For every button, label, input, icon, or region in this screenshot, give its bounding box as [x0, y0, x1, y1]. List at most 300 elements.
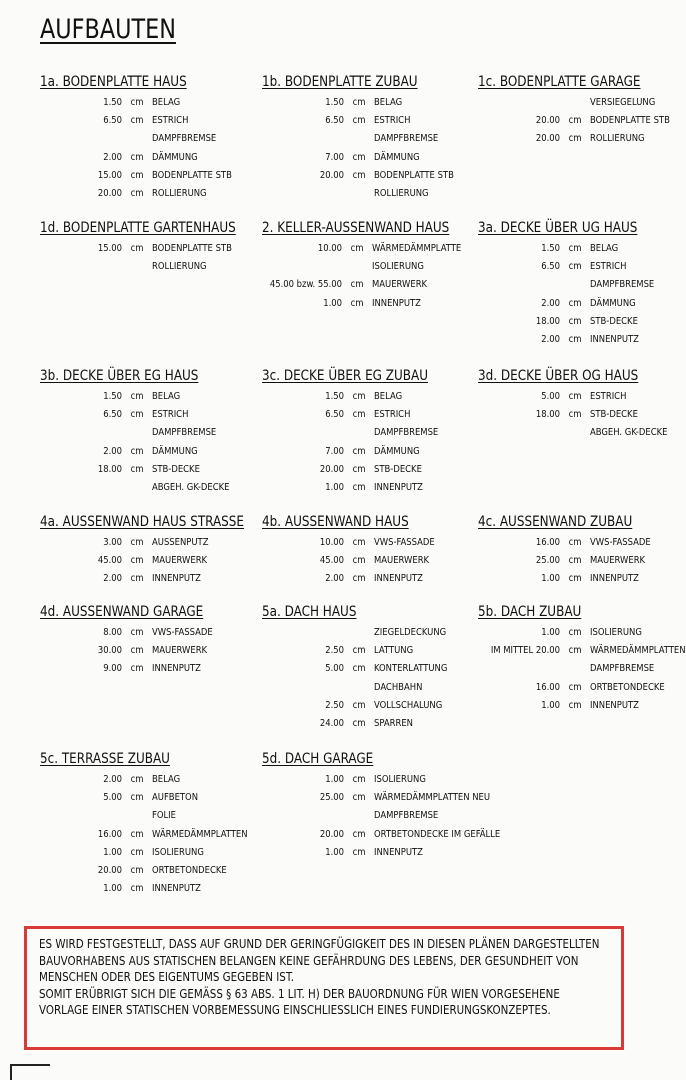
layer-thickness: 45.00	[97, 555, 122, 567]
layer-unit: cm	[352, 645, 366, 657]
layer-row	[262, 715, 447, 733]
layer-unit: cm	[352, 151, 366, 163]
layer-unit	[344, 679, 374, 697]
layer-thickness	[262, 185, 344, 203]
layer-material: MAUERWERK	[152, 555, 208, 567]
layer-material: STB-DECKE	[590, 315, 638, 327]
layer-material: WÄRMEDÄMMPLATTEN	[590, 645, 686, 657]
layer-thickness: 5.00	[325, 663, 344, 675]
layer-thickness: 2.00	[541, 334, 560, 346]
layer-row	[40, 240, 253, 258]
layer-row	[262, 534, 435, 552]
page-title: AUFBAUTEN	[40, 14, 176, 45]
layer-unit	[122, 424, 152, 442]
layer-row	[262, 130, 454, 148]
layer-unit: cm	[130, 188, 144, 200]
layer-thickness	[262, 624, 344, 642]
layer-unit: cm	[130, 391, 144, 402]
section-1d	[40, 220, 253, 276]
layer-row	[262, 679, 447, 697]
layer-list	[262, 388, 442, 497]
layer-material: ORTBETONDECKE	[590, 681, 665, 693]
section-2	[262, 220, 466, 313]
layer-list	[478, 534, 651, 589]
layer-unit	[122, 130, 152, 148]
layer-material: VWS-FASSADE	[152, 627, 213, 638]
layer-unit: cm	[130, 537, 144, 548]
layer-unit: cm	[130, 846, 144, 858]
layer-unit: cm	[130, 445, 144, 457]
notice-line: SOMIT ERÜBRIGT SICH DIE GEMÄSS § 63 ABS. 1 LIT. H) DER BAUORDNUNG FÜR WIEN VORGESEHENE	[39, 986, 560, 1001]
layer-row	[262, 167, 454, 185]
layer-row	[40, 862, 248, 880]
layer-row	[262, 807, 500, 825]
layer-row	[40, 534, 262, 552]
layer-unit: cm	[568, 261, 582, 273]
layer-row	[478, 130, 670, 148]
layer-thickness: 7.00	[325, 445, 344, 457]
layer-row	[262, 112, 454, 130]
layer-thickness: 20.00	[97, 188, 122, 200]
layer-thickness: 20.00	[319, 169, 344, 181]
layer-thickness: 18.00	[535, 409, 560, 421]
layer-unit: cm	[568, 537, 582, 548]
section-3a	[478, 220, 654, 349]
layer-material: ROLLIERUNG	[590, 133, 645, 145]
layer-material: INNENPUTZ	[590, 573, 639, 585]
layer-material: DAMPFBREMSE	[152, 427, 217, 439]
layer-material: WÄRMEDÄMMPLATTEN	[152, 828, 248, 840]
layer-row	[262, 240, 466, 258]
layer-row	[40, 807, 248, 825]
layer-unit: cm	[352, 537, 366, 548]
layer-thickness: 1.00	[541, 699, 560, 711]
layer-unit: cm	[568, 133, 582, 145]
layer-row	[262, 660, 447, 678]
layer-row	[478, 552, 651, 570]
layer-row	[40, 167, 232, 185]
layer-material: MAUERWERK	[152, 645, 208, 657]
layer-material: VOLLSCHALUNG	[374, 699, 443, 711]
layer-row	[262, 826, 500, 844]
layer-unit: cm	[350, 297, 364, 309]
layer-unit: cm	[352, 482, 366, 494]
layer-material: BELAG	[590, 243, 619, 254]
layer-unit: cm	[130, 97, 144, 108]
layer-row	[478, 388, 668, 406]
layer-material: DÄMMUNG	[152, 151, 198, 163]
layer-thickness: 5.00	[103, 792, 122, 804]
layer-row	[262, 844, 500, 862]
layer-unit	[560, 94, 590, 112]
section-title: 4c. AUSSENWAND ZUBAU	[478, 514, 633, 530]
layer-thickness: 1.00	[325, 846, 344, 858]
layer-unit: cm	[352, 445, 366, 457]
layer-unit: cm	[568, 315, 582, 327]
layer-row	[262, 424, 442, 442]
layer-row	[478, 276, 654, 294]
section-4d	[40, 604, 217, 679]
layer-thickness: 1.00	[103, 883, 122, 895]
layer-row	[478, 642, 686, 660]
section-3c	[262, 368, 442, 497]
layer-thickness: 15.00	[97, 169, 122, 181]
layer-thickness: 2.50	[325, 699, 344, 711]
section-title: 5a. DACH HAUS	[262, 604, 357, 620]
layer-material: ESTRICH	[590, 261, 627, 273]
layer-unit: cm	[352, 463, 366, 475]
layer-thickness: 1.00	[541, 573, 560, 585]
layer-material: ABGEH. GK-DECKE	[152, 482, 230, 494]
layer-row	[478, 258, 654, 276]
layer-unit: cm	[350, 243, 364, 254]
layer-material: ORTBETONDECKE IM GEFÄLLE	[374, 828, 501, 840]
section-title: 1b. BODENPLATTE ZUBAU	[262, 74, 418, 90]
layer-material: ESTRICH	[374, 409, 411, 421]
layer-row	[262, 552, 435, 570]
layer-unit: cm	[568, 334, 582, 346]
layer-row	[40, 570, 262, 588]
layer-unit: cm	[568, 555, 582, 567]
layer-row	[262, 258, 466, 276]
layer-thickness: 16.00	[535, 537, 560, 548]
layer-unit: cm	[352, 169, 366, 181]
layer-thickness: 2.00	[541, 297, 560, 309]
layer-unit: cm	[352, 97, 366, 108]
layer-unit: cm	[130, 243, 144, 254]
layer-material: ISOLIERUNG	[374, 774, 426, 785]
layer-thickness: IM MITTEL 20.00	[490, 645, 560, 657]
layer-thickness: 1.00	[325, 774, 344, 785]
layer-unit: cm	[130, 828, 144, 840]
layer-thickness: 2.00	[103, 774, 122, 785]
layer-material: ESTRICH	[590, 391, 627, 402]
layer-thickness: 5.00	[541, 391, 560, 402]
layer-material: INNENPUTZ	[374, 482, 423, 494]
layer-unit: cm	[130, 645, 144, 657]
layer-material: MAUERWERK	[372, 279, 428, 291]
layer-row	[262, 388, 442, 406]
corner-crop-mark	[10, 1064, 50, 1080]
layer-material: VWS-FASSADE	[374, 537, 435, 548]
section-title: 1d. BODENPLATTE GARTENHAUS	[40, 220, 236, 236]
layer-list	[478, 94, 670, 149]
layer-thickness: 20.00	[535, 115, 560, 127]
section-title: 2. KELLER-AUSSENWAND HAUS	[262, 220, 450, 236]
layer-unit	[122, 258, 152, 276]
layer-thickness: 6.50	[103, 115, 122, 127]
layer-material: INNENPUTZ	[374, 846, 423, 858]
layer-thickness: 18.00	[535, 315, 560, 327]
layer-thickness	[40, 424, 122, 442]
layer-material: BELAG	[152, 391, 181, 402]
layer-thickness: 7.00	[325, 151, 344, 163]
layer-unit: cm	[352, 699, 366, 711]
layer-list	[40, 388, 230, 497]
layer-material: INNENPUTZ	[152, 883, 201, 895]
layer-thickness: 1.50	[103, 97, 122, 108]
layer-material: INNENPUTZ	[152, 663, 201, 675]
section-title: 3a. DECKE ÜBER UG HAUS	[478, 220, 638, 236]
layer-unit: cm	[352, 115, 366, 127]
layer-thickness	[254, 258, 342, 276]
layer-row	[40, 461, 230, 479]
layer-material: ESTRICH	[152, 409, 189, 421]
layer-material: ORTBETONDECKE	[152, 865, 227, 877]
layer-unit: cm	[568, 297, 582, 309]
layer-thickness: 1.00	[541, 627, 560, 638]
layer-row	[262, 295, 466, 313]
layer-unit: cm	[568, 391, 582, 402]
layer-unit	[344, 130, 374, 148]
layer-unit: cm	[130, 573, 144, 585]
notice-line: ES WIRD FESTGESTELLT, DASS AUF GRUND DER GERINGFÜGIGKEIT DES IN DIESEN PLÄNEN DARGESTELLTEN	[39, 937, 600, 951]
layer-row	[40, 479, 230, 497]
layer-thickness: 10.00	[319, 537, 344, 548]
layer-thickness: 15.00	[97, 243, 122, 254]
layer-row	[40, 826, 248, 844]
section-1c	[478, 74, 670, 149]
layer-row	[478, 570, 651, 588]
layer-row	[40, 660, 217, 678]
layer-thickness: 20.00	[535, 133, 560, 145]
layer-list	[40, 624, 217, 679]
layer-unit: cm	[352, 774, 366, 785]
layer-thickness: 6.50	[541, 261, 560, 273]
notice-line: VORLAGE EINER STATISCHEN VORBEMESSUNG EINSCHLIESSLICH EINES FUNDIERUNGSKONZEPTES.	[39, 1003, 551, 1018]
layer-row	[40, 149, 232, 167]
layer-material: DAMPFBREMSE	[374, 427, 439, 439]
layer-material: VERSIEGELUNG	[590, 97, 656, 108]
layer-thickness: 8.00	[103, 627, 122, 638]
layer-material: DÄMMUNG	[152, 445, 198, 457]
section-4c	[478, 514, 651, 589]
layer-thickness: 1.50	[325, 97, 344, 108]
layer-unit: cm	[352, 573, 366, 585]
layer-material: DÄMMUNG	[590, 297, 636, 309]
layer-unit: cm	[352, 391, 366, 402]
layer-material: VWS-FASSADE	[590, 537, 651, 548]
layer-unit: cm	[130, 555, 144, 567]
layer-material: ESTRICH	[374, 115, 411, 127]
layer-material: SPARREN	[374, 718, 413, 730]
layer-unit: cm	[568, 573, 582, 585]
layer-thickness	[478, 276, 560, 294]
layer-material: MAUERWERK	[590, 555, 646, 567]
layer-unit: cm	[130, 463, 144, 475]
section-title: 4d. AUSSENWAND GARAGE	[40, 604, 204, 620]
section-title: 5b. DACH ZUBAU	[478, 604, 582, 620]
layer-thickness: 2.00	[103, 445, 122, 457]
layer-material: BODENPLATTE STB	[374, 169, 454, 181]
layer-material: BODENPLATTE STB	[590, 115, 670, 127]
layer-material: MAUERWERK	[374, 555, 430, 567]
section-1b	[262, 74, 454, 203]
layer-thickness	[262, 424, 344, 442]
layer-material: ZIEGELDECKUNG	[374, 627, 447, 638]
layer-thickness: 20.00	[319, 463, 344, 475]
layer-thickness: 9.00	[103, 663, 122, 675]
section-title: 5c. TERRASSE ZUBAU	[40, 751, 170, 767]
layer-material: AUFBETON	[152, 792, 199, 804]
layer-row	[478, 660, 686, 678]
layer-row	[40, 789, 248, 807]
layer-list	[262, 240, 466, 313]
layer-material: INNENPUTZ	[374, 573, 423, 585]
layer-unit: cm	[130, 883, 144, 895]
layer-material: INNENPUTZ	[152, 573, 201, 585]
layer-row	[40, 185, 232, 203]
layer-thickness: 1.50	[103, 391, 122, 402]
section-1a	[40, 74, 232, 203]
layer-row	[478, 240, 654, 258]
section-title: 1a. BODENPLATTE HAUS	[40, 74, 187, 90]
section-title: 5d. DACH GARAGE	[262, 751, 374, 767]
layer-row	[478, 534, 651, 552]
layer-unit: cm	[352, 663, 366, 675]
layer-list	[40, 771, 248, 898]
layer-unit: cm	[568, 645, 582, 657]
layer-unit: cm	[130, 792, 144, 804]
layer-material: AUSSENPUTZ	[152, 537, 209, 548]
layer-unit: cm	[568, 699, 582, 711]
layer-unit: cm	[568, 627, 582, 638]
layer-row	[40, 880, 248, 898]
layer-unit: cm	[130, 409, 144, 421]
layer-material: WÄRMEDÄMMPLATTE	[372, 243, 462, 254]
layer-unit: cm	[352, 718, 366, 730]
layer-material: ISOLIERUNG	[372, 261, 424, 273]
layer-unit: cm	[352, 846, 366, 858]
layer-material: STB-DECKE	[152, 463, 200, 475]
layer-row	[262, 570, 435, 588]
layer-unit	[560, 276, 590, 294]
layer-row	[478, 697, 686, 715]
layer-thickness: 2.00	[103, 573, 122, 585]
layer-row	[478, 313, 654, 331]
layer-thickness: 6.50	[103, 409, 122, 421]
layer-row	[262, 185, 454, 203]
layer-material: ROLLIERUNG	[374, 188, 429, 200]
layer-material: ISOLIERUNG	[152, 846, 204, 858]
notice-line: MENSCHEN ODER DES EIGENTUMS GEGEBEN IST.	[39, 970, 295, 985]
layer-unit	[560, 660, 590, 678]
layer-material: DAMPFBREMSE	[590, 663, 655, 675]
layer-row	[262, 642, 447, 660]
layer-material: KONTERLATTUNG	[374, 663, 448, 675]
layer-unit: cm	[130, 115, 144, 127]
layer-row	[262, 771, 500, 789]
layer-unit	[344, 807, 374, 825]
layer-thickness: 25.00	[535, 555, 560, 567]
layer-thickness	[262, 679, 344, 697]
layer-unit	[344, 624, 374, 642]
layer-row	[262, 149, 454, 167]
layer-thickness	[478, 424, 560, 442]
layer-unit	[122, 807, 152, 825]
layer-thickness	[462, 660, 560, 678]
layer-unit: cm	[568, 409, 582, 421]
layer-unit: cm	[352, 409, 366, 421]
layer-row	[40, 112, 232, 130]
layer-list	[262, 771, 500, 862]
layer-row	[40, 443, 230, 461]
layer-material: INNENPUTZ	[590, 334, 639, 346]
layer-row	[40, 844, 248, 862]
layer-material: STB-DECKE	[590, 409, 638, 421]
layer-unit: cm	[352, 828, 366, 840]
layer-material: DÄMMUNG	[374, 151, 420, 163]
layer-thickness	[262, 130, 344, 148]
layer-unit	[342, 258, 372, 276]
layer-material: BODENPLATTE STB	[152, 243, 232, 254]
layer-list	[478, 240, 654, 349]
layer-material: INNENPUTZ	[372, 297, 421, 309]
layer-row	[40, 624, 217, 642]
section-4b	[262, 514, 435, 589]
layer-unit	[122, 479, 152, 497]
layer-row	[262, 479, 442, 497]
layer-row	[40, 552, 262, 570]
layer-row	[262, 624, 447, 642]
section-title: 3b. DECKE ÜBER EG HAUS	[40, 368, 199, 384]
layer-row	[478, 94, 670, 112]
layer-thickness: 1.50	[325, 391, 344, 402]
layer-thickness: 1.00	[325, 482, 344, 494]
section-5d	[262, 751, 500, 862]
layer-row	[262, 276, 466, 294]
layer-material: ABGEH. GK-DECKE	[590, 427, 668, 439]
layer-unit: cm	[568, 681, 582, 693]
layer-thickness: 1.00	[323, 297, 342, 309]
layer-list	[40, 534, 262, 589]
layer-row	[262, 406, 442, 424]
layer-thickness: 20.00	[97, 865, 122, 877]
layer-row	[478, 424, 668, 442]
layer-material: BELAG	[152, 97, 181, 108]
layer-unit: cm	[568, 243, 582, 254]
layer-unit: cm	[130, 627, 144, 638]
layer-material: BELAG	[374, 97, 403, 108]
layer-material: ESTRICH	[152, 115, 189, 127]
layer-unit: cm	[130, 151, 144, 163]
layer-thickness: 45.00 bzw. 55.00	[269, 279, 342, 291]
layer-material: FOLIE	[152, 810, 177, 822]
layer-material: STB-DECKE	[374, 463, 422, 475]
layer-thickness: 1.00	[103, 846, 122, 858]
layer-row	[262, 789, 500, 807]
layer-material: ROLLIERUNG	[152, 261, 207, 273]
layer-row	[40, 130, 232, 148]
layer-thickness: 6.50	[325, 115, 344, 127]
layer-thickness	[478, 94, 560, 112]
layer-thickness: 16.00	[97, 828, 122, 840]
layer-unit: cm	[130, 169, 144, 181]
section-title: 1c. BODENPLATTE GARAGE	[478, 74, 641, 90]
layer-material: DÄMMUNG	[374, 445, 420, 457]
layer-unit: cm	[352, 792, 366, 804]
layer-row	[40, 642, 217, 660]
layer-material: BODENPLATTE STB	[152, 169, 232, 181]
layer-row	[40, 258, 253, 276]
layer-material: ISOLIERUNG	[590, 627, 642, 638]
layer-thickness: 6.50	[325, 409, 344, 421]
layer-row	[40, 424, 230, 442]
layer-material: DAMPFBREMSE	[590, 279, 655, 291]
layer-list	[262, 94, 454, 203]
layer-row	[478, 624, 686, 642]
layer-thickness: 10.00	[317, 243, 342, 254]
